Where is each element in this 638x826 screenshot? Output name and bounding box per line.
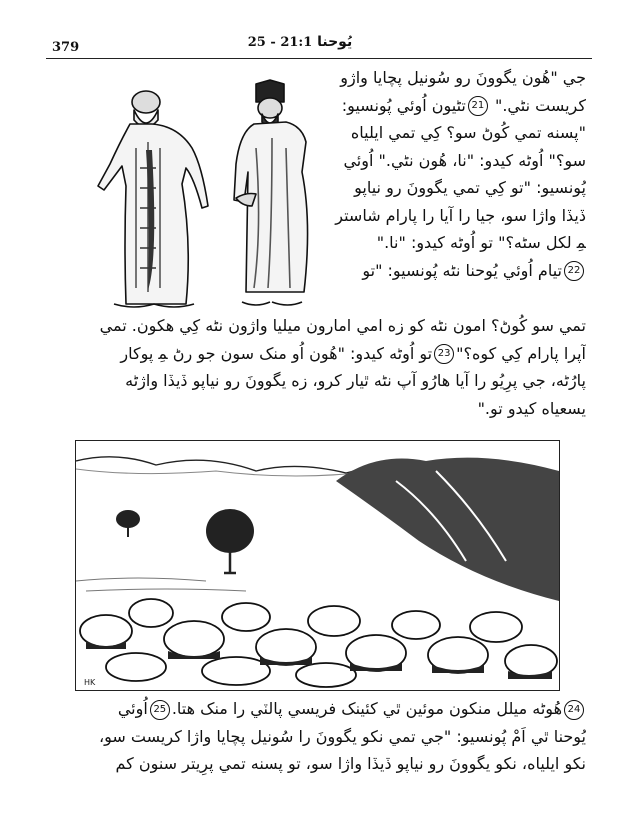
verse-number-25: 25 [150, 700, 170, 720]
text-block-b [52, 312, 586, 422]
header-rule [46, 58, 592, 59]
text-line: "پسنه تمي کُوڻ سو؟ کِي تمي ايلياه [350, 123, 586, 142]
two-men-illustration [86, 78, 312, 310]
verse-22-text: تيام اُوئي يُوحنا نڻه پُونسيو: "تو [362, 260, 562, 280]
verse-number-21: 21 [468, 96, 488, 116]
text-line: 24هُوڻه ميلل منکون موئين ٿي کئينک فريسي پالٽي را منک هتا.25اُوئي [52, 695, 586, 723]
text-block-c [52, 695, 586, 778]
verse-number-23: 23 [434, 344, 454, 364]
text-line: ﻤِ لکل سڻه؟" تو اُوڻه کيدو: "نا." [376, 233, 586, 252]
text-line: يُوحنا ٿي اَمْ پُونسيو: "جي تمي نکو يگوونَ را سُونيل پچايا واژا کريست سو، [99, 726, 586, 746]
page-number: 379 [52, 40, 80, 55]
artist-signature: HK [84, 678, 96, 687]
verse-number-22: 22 [564, 261, 584, 281]
chapter-reference: 21:1 - 25 [247, 35, 313, 50]
verse-21-text: تڻيون اُوئي پُونسيو: [341, 95, 466, 115]
verse-number-24: 24 [564, 700, 584, 720]
text-line: سو؟" اُوڻه کيدو: "نا، هُون نڻي." اُوئي [343, 150, 586, 170]
bearded-man-figure [98, 91, 208, 307]
running-head [200, 34, 400, 50]
landscape-illustration [75, 440, 560, 691]
text-line: ڏيڏا واژا سو، جيا را آيا را پارام شاستر [335, 205, 586, 225]
text-line: يسعياه کيدو تو." [477, 398, 586, 418]
text-line: تمي سو کُوڻ؟ امون نڻه کو زه امي امارون ميليا واژون نڻه کِي هکون. تمي [99, 316, 586, 335]
text-block-a [310, 64, 586, 314]
text-line: کريست نڻي." 21تڻيون اُوئي پُونسيو: [341, 95, 586, 115]
text-line: آپرا پارام کِي کوه؟"23تو اُوڻه کيدو: "هُون اُو منک سون جو رڻ ﻤِ پوکار [120, 343, 586, 363]
text-line [310, 257, 586, 285]
text-line: پُونسيو: "تو کِي تمي يگوونَ رو نياپو [354, 178, 586, 197]
text-line: نکو ايلياه، نکو يگوونَ رو نياپو ڏيڏا واژا سو، تو پسنه تمي پرِيتر سنون کم [115, 754, 586, 773]
hatted-man-figure [234, 80, 308, 305]
book-title: يُوحنا [317, 34, 353, 50]
text-line: جي "هُون يگوونَ رو سُونيل پچايا واژو [340, 68, 586, 87]
text-line: پارُڻه، جي پرِيُو را آيا هارُو آپ نڻه ٿيار کرو، زه يگوونَ رو نياپو ڏيڏا واژڻه [125, 371, 586, 390]
